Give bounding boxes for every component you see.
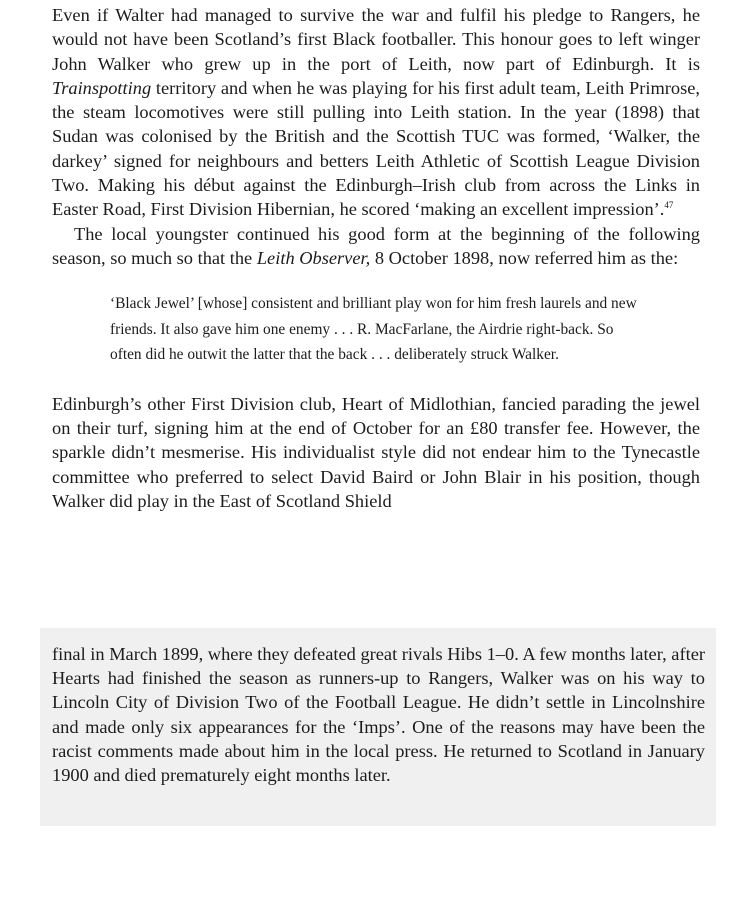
italic-title-leith-observer: Leith Observer, bbox=[256, 247, 371, 268]
footnote-marker: 47 bbox=[664, 200, 674, 211]
paragraph-text: territory and when he was playing for his first adult team, Leith Primrose, the steam locomotives were still pulling into Leith station. In the year (1898) that Sudan was colonised by the British and the Scottish TUC was formed, ‘Walker, the darkey’ signed for neighbours and betters Leith Athletic of Scottish League Division Two. Making his début against the Edinburgh–Irish club from across the Links in Easter Road, First Division Hibernian, he scored ‘making an excellent impression’. bbox=[52, 77, 700, 220]
paragraph-walker-intro bbox=[52, 3, 700, 222]
paragraph-lincoln-city: final in March 1899, where they defeated great rivals Hibs 1–0. A few months later, after Hearts had finished the season as runners-up to Rangers, Walker was on his way to Lincoln City of Division Two of the Football League. He didn’t settle in Lincolnshire and made only six appearances for the ‘Imps’. One of the reasons may have been the racist comments made about him in the local press. He returned to Scotland in January 1900 and died prematurely eight months later. bbox=[52, 644, 705, 786]
block-quote bbox=[110, 291, 640, 368]
italic-title-trainspotting: Trainspotting bbox=[52, 77, 152, 98]
paragraph-text: The local youngster continued his good form at the beginning of the following season, so much so that the bbox=[52, 223, 700, 268]
block-quote-text: ‘Black Jewel’ [whose] consistent and brilliant play won for him fresh laurels and new friends. It also gave him one enemy . . . R. MacFarlane, the Airdrie right-back. So often did he outwit the latter that the back . . . deliberately struck Walker. bbox=[110, 295, 637, 364]
paragraph-text: Even if Walter had managed to survive the war and fulfil his pledge to Rangers, he would not have been Scotland’s first Black footballer. This honour goes to left winger John Walker who grew up in the port of Leith, now part of Edinburgh. It is bbox=[52, 5, 700, 74]
paragraph-text: 8 October 1898, now referred him as the: bbox=[370, 247, 679, 268]
paragraph-leith-observer bbox=[52, 222, 700, 271]
lower-page-section bbox=[40, 628, 716, 826]
paragraph-hearts-signing: Edinburgh’s other First Division club, Heart of Midlothian, fancied parading the jewel on their turf, signing him at the end of October for an £80 transfer fee. However, the sparkle didn’t mesmerise. His individualist style did not endear him to the Tynecastle committee who preferred to select David Baird or John Blair in his position, though Walker did play in the East of Scotland Shield bbox=[52, 393, 700, 511]
upper-page-section bbox=[52, 3, 700, 513]
